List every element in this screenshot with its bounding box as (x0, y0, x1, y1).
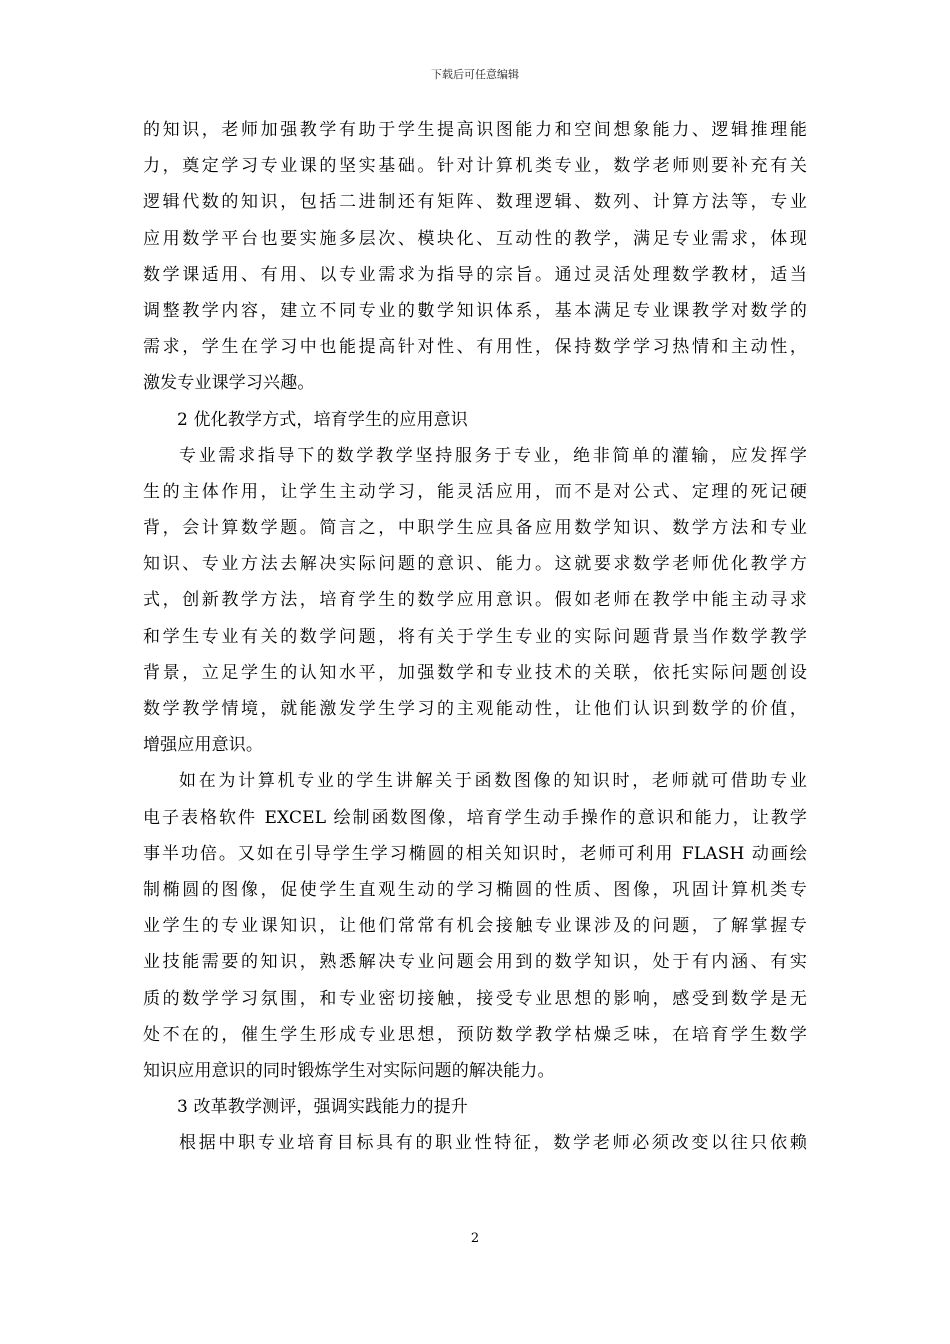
text-line: 背，会计算数学题。简言之，中职学生应具备应用数学知识、数学方法和专业 (143, 518, 807, 539)
text-line: 知识应用意识的同时锻炼学生对实际问题的解决能力。 (143, 1060, 555, 1081)
text-line: 质的数学学习氛围，和专业密切接触，接受专业思想的影响，感受到数学是无 (143, 988, 807, 1009)
text-line: 事半功倍。又如在引导学生学习椭圆的相关知识时，老师可利用 FLASH 动画绘 (143, 843, 807, 864)
text-line: 增强应用意识。 (143, 735, 264, 756)
text-line: 的知识，老师加强教学有助于学生提高识图能力和空间想象能力、逻辑推理能 (143, 120, 807, 140)
text-line: 知识、专业方法去解决实际问题的意识、能力。这就要求数学老师优化教学方 (143, 554, 807, 575)
page-header: 下载后可任意编辑 (431, 68, 519, 81)
section-heading: 3 改革教学测评，强调实践能力的提升 (177, 1097, 468, 1118)
text-line: 力，奠定学习专业课的坚实基础。针对计算机类专业，数学老师则要补充有关 (143, 156, 807, 177)
text-line: 根据中职专业培育目标具有的职业性特征，数学老师必须改变以往只依赖 (179, 1133, 807, 1154)
text-line: 处不在的，催生学生形成专业思想，预防数学教学枯燥乏味，在培育学生数学 (143, 1024, 807, 1045)
text-line: 数学课适用、有用、以专业需求为指导的宗旨。通过灵活处理数学教材，适当 (143, 264, 807, 285)
text-line: 背景，立足学生的认知水平，加强数学和专业技术的关联，依托实际问题创设 (143, 662, 807, 683)
text-line: 生的主体作用，让学生主动学习，能灵活应用，而不是对公式、定理的死记硬 (143, 481, 807, 502)
text-line: 应用数学平台也要实施多层次、模块化、互动性的教学，满足专业需求，体现 (143, 228, 807, 249)
section-heading: 2 优化教学方式，培育学生的应用意识 (177, 409, 468, 430)
page-number: 2 (470, 1231, 480, 1246)
text-line: 调整教学内容，建立不同专业的數学知识体系，基本满足专业课教学对数学的 (143, 300, 807, 321)
body-text (143, 112, 807, 1161)
text-line: 如在为计算机专业的学生讲解关于函数图像的知识时，老师就可借助专业 (179, 771, 807, 792)
text-line: 电子表格软件 EXCEL 绘制函数图像，培育学生动手操作的意识和能力，让教学 (143, 807, 807, 828)
text-line: 制椭圆的图像，促使学生直观生动的学习椭圆的性质、图像，巩固计算机类专 (143, 879, 807, 900)
text-line: 数学教学情境，就能激发学生学习的主观能动性，让他们认识到数学的价值， (143, 699, 807, 719)
text-line: 激发专业课学习兴趣。 (143, 373, 315, 394)
text-line: 需求，学生在学习中也能提高针对性、有用性，保持数学学习热情和主动性， (143, 337, 807, 358)
text-line: 业技能需要的知识，熟悉解决专业问题会用到的数学知识，处于有内涵、有实 (143, 952, 807, 973)
text-line: 式，创新教学方法，培育学生的数学应用意识。假如老师在教学中能主动寻求 (143, 590, 807, 611)
text-line: 和学生专业有关的数学问题，将有关于学生专业的实际问题背景当作数学教学 (143, 626, 807, 647)
text-line: 专业需求指导下的数学教学坚持服务于专业，绝非简单的灌输，应发挥学 (179, 445, 807, 466)
text-line: 业学生的专业课知识，让他们常常有机会接触专业课涉及的问题，了解掌握专 (143, 916, 807, 937)
text-line: 逻辑代数的知识，包括二进制还有矩阵、数理逻辑、数列、计算方法等，专业 (143, 192, 807, 213)
